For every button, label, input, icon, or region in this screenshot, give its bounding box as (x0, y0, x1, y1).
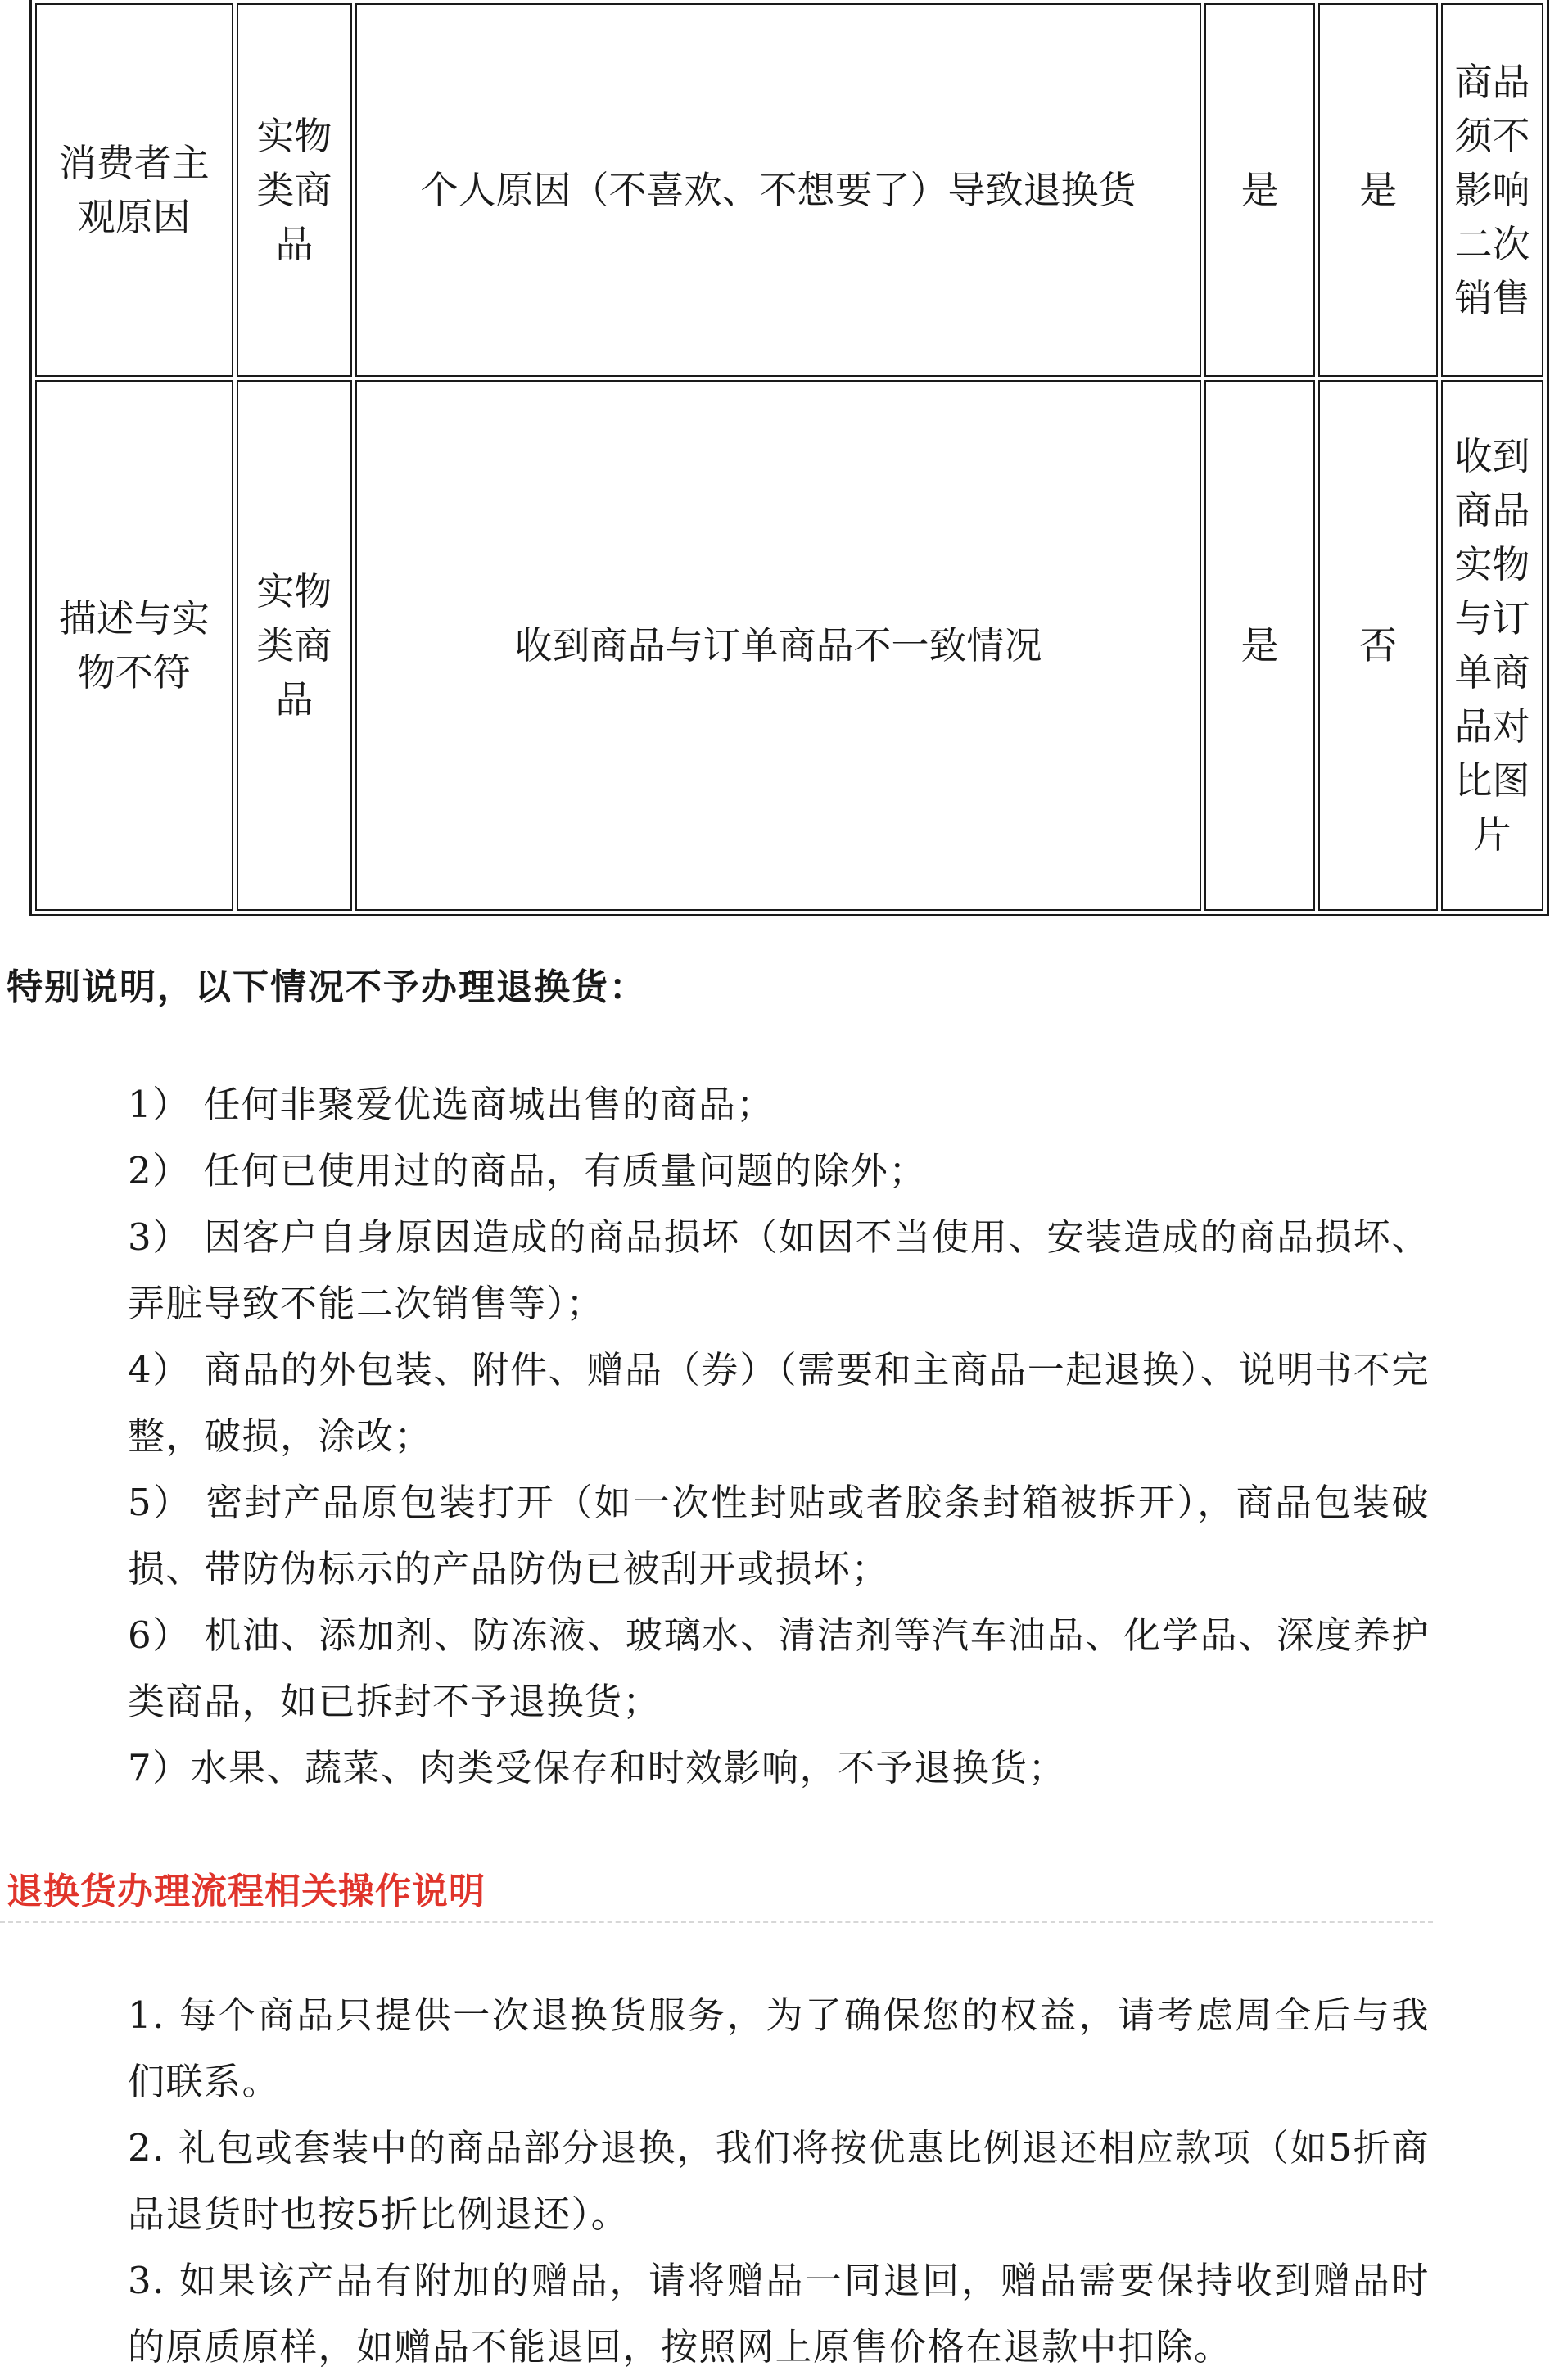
list-item: 4） 商品的外包装、附件、赠品（券）（需要和主商品一起退换）、说明书不完整，破损，涂改； (128, 1348, 1430, 1458)
list-item: 2） 任何已使用过的商品，有质量问题的除外； (128, 1149, 927, 1192)
list-item: 2. 礼包或套装中的商品部分退换，我们将按优惠比例退还相应款项（如5折商品退货时也按5折比例退还）。 (128, 2126, 1430, 2236)
reason-cell: 描述与实物不符 (35, 380, 233, 911)
list-item: 3. 如果该产品有附加的赠品，请将赠品一同退回，赠品需要保持收到赠品时的原质原样，如赠品不能退回，按照网上原售价格在退款中扣除。 (128, 2259, 1430, 2369)
requirement-cell: 收到商品实物与订单商品对比图片 (1441, 380, 1543, 911)
section-divider (0, 1921, 1433, 1923)
product-type-cell: 实物类商品 (237, 3, 353, 377)
requirement-cell: 商品须不影响二次销售 (1441, 3, 1543, 377)
list-item: 7）水果、蔬菜、肉类受保存和时效影响，不予退换货； (128, 1746, 1067, 1790)
returnable-cell: 是 (1204, 3, 1315, 377)
list-item: 5） 密封产品原包装打开（如一次性封贴或者胶条封箱被拆开），商品包装破损、带防伪标示的产品防伪已被刮开或损坏； (128, 1481, 1430, 1590)
list-item: 6） 机油、添加剂、防冻液、玻璃水、清洁剂等汽车油品、化学品、深度养护类商品，如已拆封不予退换货； (128, 1613, 1430, 1723)
non-returnable-list (128, 1071, 1430, 1801)
returnable-cell: 是 (1204, 380, 1315, 911)
description-cell: 收到商品与订单商品不一致情况 (355, 380, 1201, 911)
list-item: 3） 因客户自身原因造成的商品损坏（如因不当使用、安装造成的商品损坏、弄脏导致不能二次销售等）； (128, 1215, 1430, 1325)
process-instructions-list (128, 1982, 1430, 2380)
return-policy-table (29, 0, 1549, 916)
list-item: 1） 任何非聚爱优选商城出售的商品； (128, 1083, 775, 1126)
table-row (35, 380, 1543, 911)
list-item: 1. 每个商品只提供一次退换货服务，为了确保您的权益，请考虑周全后与我们联系。 (128, 1993, 1430, 2103)
description-cell: 个人原因（不喜欢、不想要了）导致退换货 (355, 3, 1201, 377)
special-notice-heading: 特别说明，以下情况不予办理退换货： (7, 966, 647, 1008)
process-heading: 退换货办理流程相关操作说明 (7, 1871, 486, 1912)
table-row (35, 3, 1543, 377)
reason-cell: 消费者主观原因 (35, 3, 233, 377)
exchangeable-cell: 是 (1318, 3, 1438, 377)
product-type-cell: 实物类商品 (237, 380, 353, 911)
exchangeable-cell: 否 (1318, 380, 1438, 911)
